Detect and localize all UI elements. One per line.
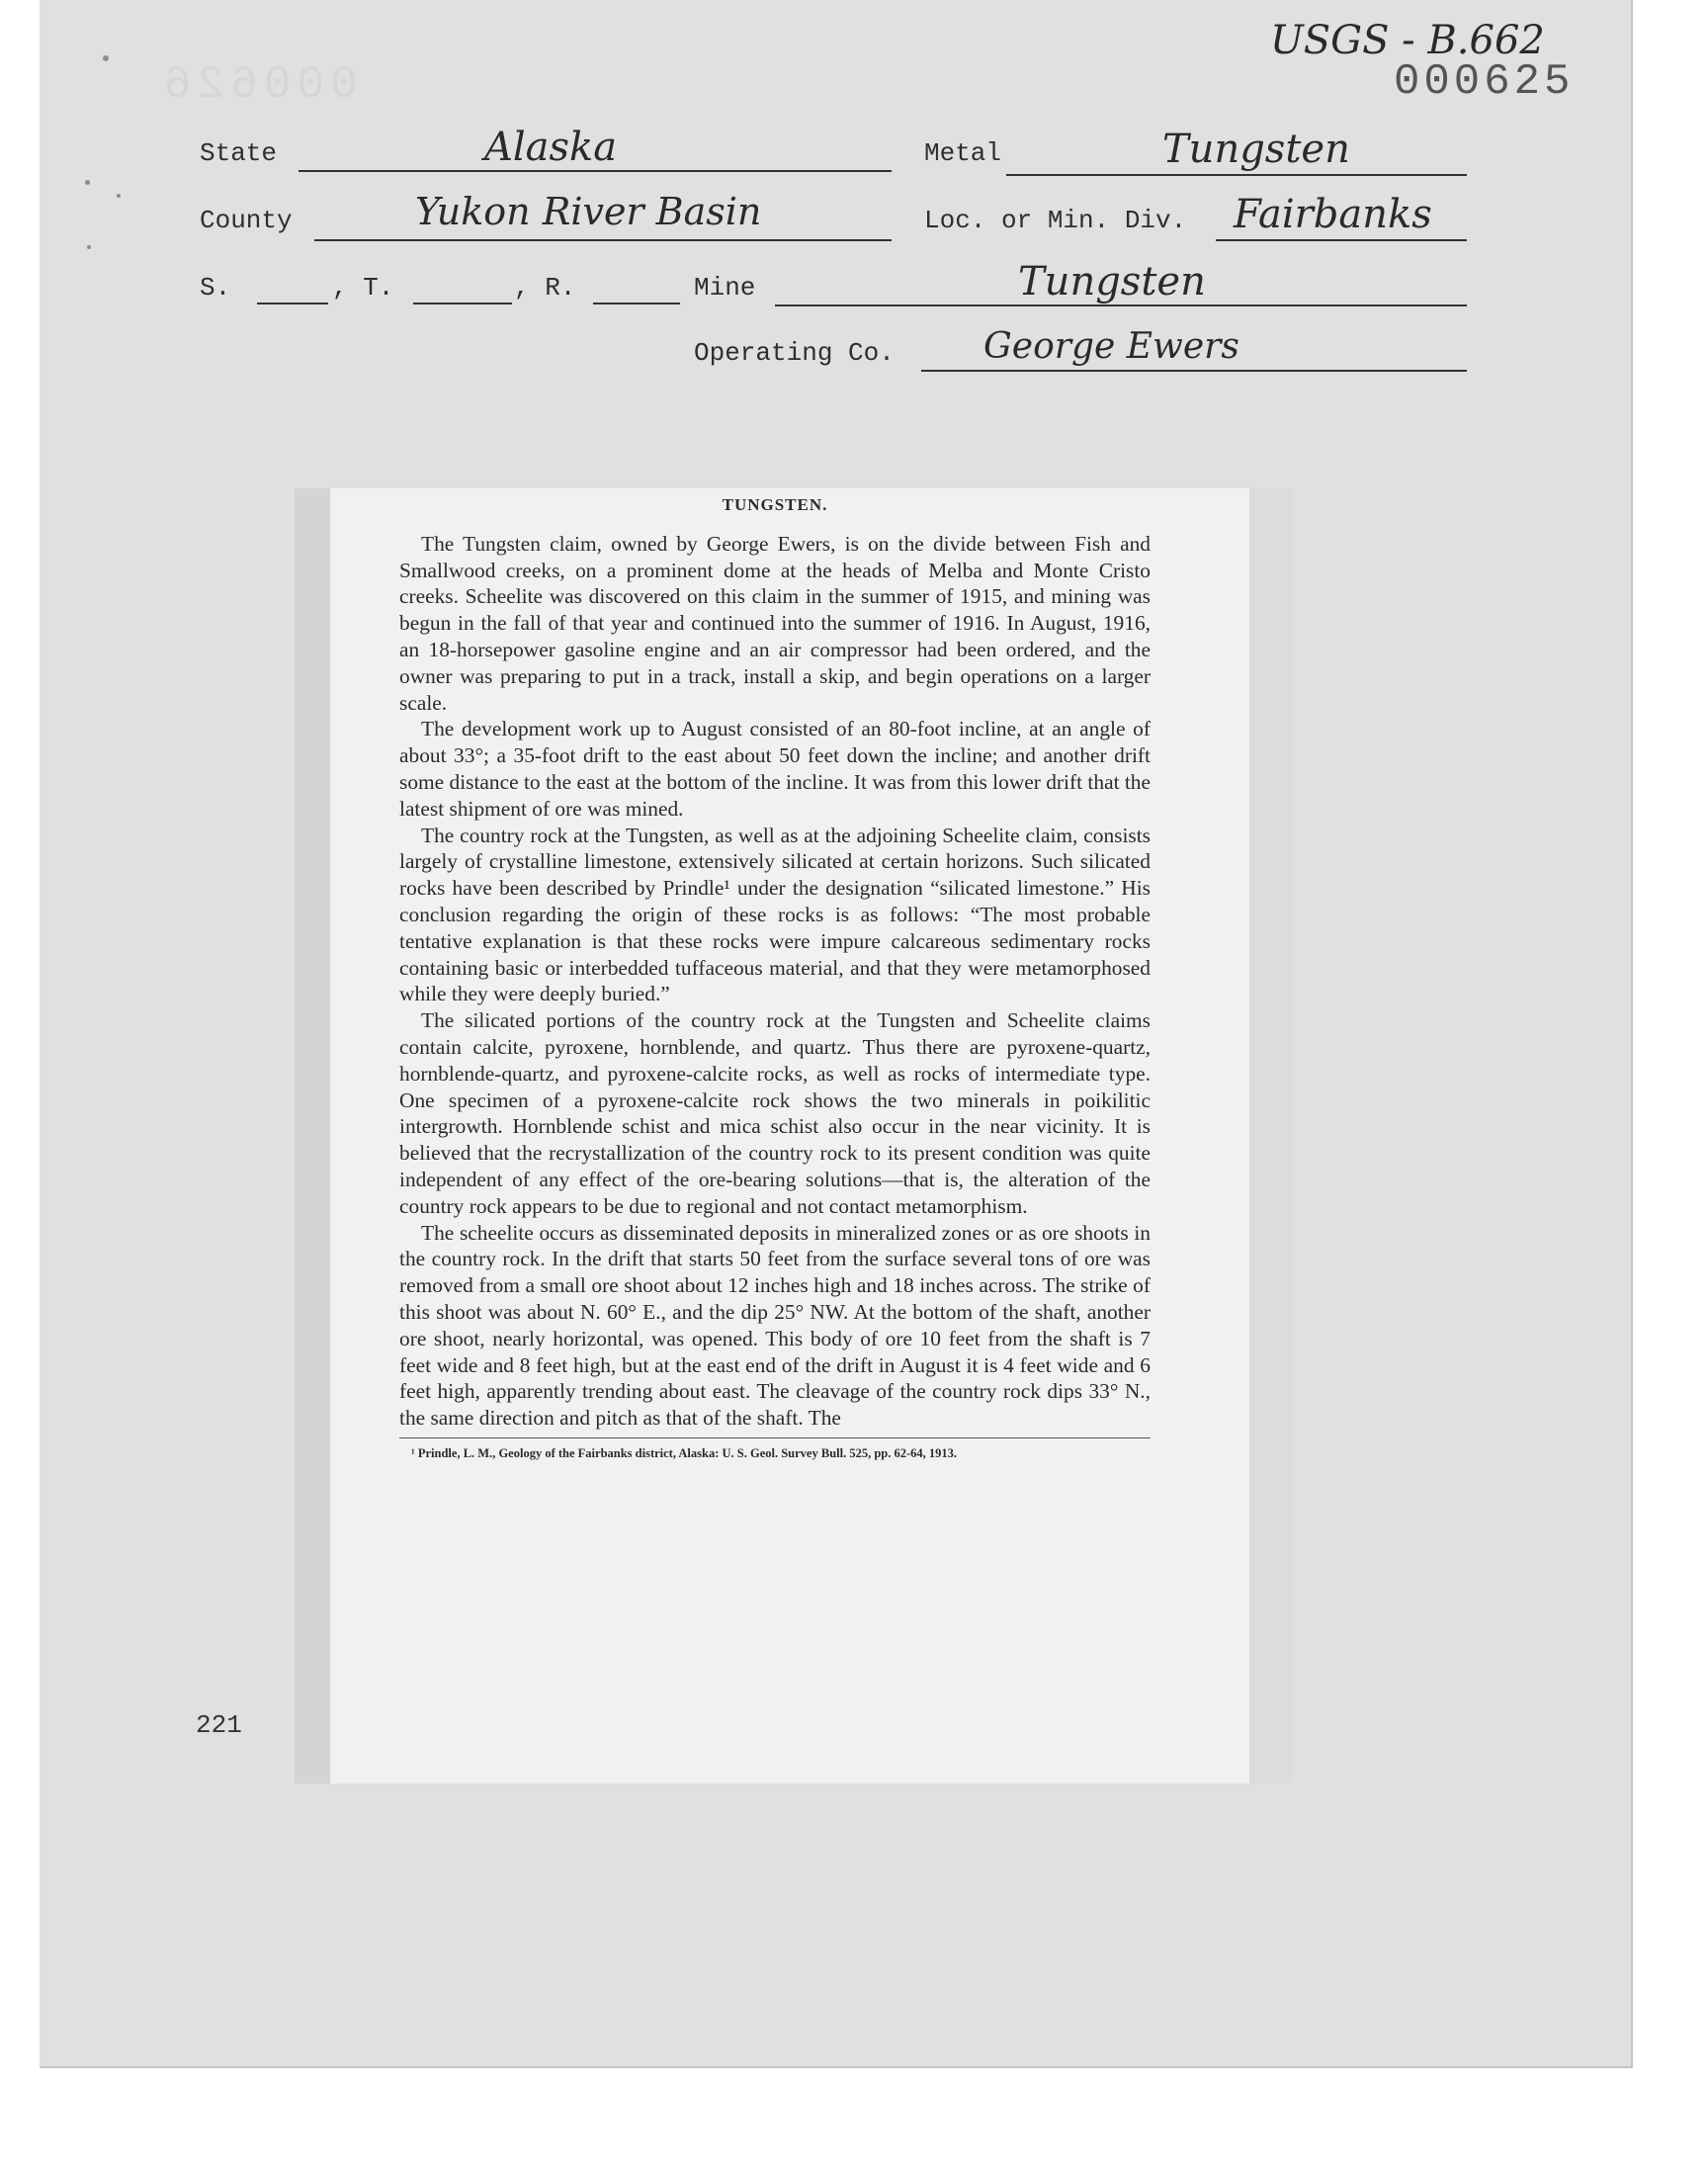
county-line <box>314 239 892 241</box>
paragraph: The development work up to August consisted of an 80-foot incline, at an angle of about 33°; a 35-foot drift to the east about 50 feet down the incline; and another drift some distance to the east at the bottom of the incline. It was from this lower drift that the latest shipment of ore was mined. <box>399 717 1151 821</box>
paragraph: The Tungsten claim, owned by George Ewers, is on the divide between Fish and Smallwood creeks, on a prominent dome at the heads of Melba and Monte Cristo creeks. Scheelite was discovered on this claim in the summer of 1915, and mining was begun in the fall of that year and continued into the summer of 1916. In August, 1916, an 18-horsepower gasoline engine and an air compressor had been ordered, and the owner was preparing to put in a track, install a skip, and begin operations on a larger scale. <box>399 531 1151 715</box>
metal-line <box>1006 174 1467 176</box>
metal-value: Tungsten <box>1162 127 1350 172</box>
range-label: , R. <box>514 273 576 303</box>
document-id-handwritten: USGS - B.662 <box>1270 18 1545 63</box>
section-label: S. <box>200 273 231 303</box>
article-clipping <box>295 488 1293 1784</box>
state-line <box>299 170 892 172</box>
county-value: Yukon River Basin <box>415 190 762 233</box>
paragraph: The scheelite occurs as disseminated deposits in mineralized zones or as ore shoots in the country rock. In the drift that starts 50 feet from the surface several tons of ore was removed from a small ore shoot about 12 inches high and 18 inches across. The strike of this shoot was about N. 60° E., and the dip 25° NW. At the bottom of the shaft, another ore shoot, nearly horizontal, was opened. This body of ore 10 feet from the shaft is 7 feet wide and 8 feet high, but at the east end of the drift in August it is 4 feet wide and 6 feet high, apparently trending about east. The cleavage of the country rock dips 33° N., the same direction and pitch as that of the shaft. The <box>399 1220 1151 1431</box>
operating-co-value: George Ewers <box>983 326 1239 367</box>
township-line <box>413 303 512 304</box>
state-value: Alaska <box>484 125 618 170</box>
stamp-number: 000625 <box>1394 57 1575 107</box>
footnote: ¹ Prindle, L. M., Geology of the Fairbanks district, Alaska: U. S. Geol. Survey Bull. 525, pp. 62-64, 1913. <box>411 1445 958 1460</box>
mine-value: Tungsten <box>1018 259 1206 304</box>
footnote-rule <box>399 1437 1151 1438</box>
operating-co-line <box>921 370 1467 372</box>
mine-line <box>775 304 1467 306</box>
county-label: County <box>200 206 293 235</box>
loc-label: Loc. or Min. Div. <box>924 206 1187 235</box>
bleed-through-number: 000626 <box>158 59 358 111</box>
article-body <box>399 492 1151 1462</box>
state-label: State <box>200 138 278 168</box>
township-label: , T. <box>332 273 394 303</box>
section-line <box>257 303 328 304</box>
mine-label: Mine <box>694 273 756 303</box>
speck <box>117 194 121 198</box>
operating-co-label: Operating Co. <box>694 338 895 368</box>
clipping-edge <box>1249 488 1293 1784</box>
paragraph: The country rock at the Tungsten, as well as at the adjoining Scheelite claim, consists largely of crystalline limestone, extensively silicated at certain horizons. Such silicated rocks have been described by Prindle¹ under the designation “silicated limestone.” His conclusion regarding the origin of these rocks is as follows: “The most probable tentative explanation is that these rocks were impure calcareous sedimentary rocks containing basic or interbedded tuffaceous material, and that they were metamorphosed while they were deeply buried.” <box>399 823 1151 1006</box>
loc-value: Fairbanks <box>1234 192 1432 237</box>
page-number: 221 <box>196 1710 242 1740</box>
speck <box>87 245 91 249</box>
speck <box>85 180 90 185</box>
article-title: TUNGSTEN. <box>722 495 828 514</box>
metal-label: Metal <box>924 138 1002 168</box>
speck <box>103 55 109 61</box>
loc-line <box>1216 239 1467 241</box>
paragraph: The silicated portions of the country rock at the Tungsten and Scheelite claims contain calcite, pyroxene, hornblende, and quartz. Thus there are pyroxene-quartz, hornblende-quartz, and pyroxene-calcite rocks, as well as rocks of intermediate type. One specimen of a pyroxene-calcite rock shows the two minerals in poikilitic intergrowth. Hornblende schist and mica schist also occur in the near vicinity. It is believed that the recrystallization of the country rock to its present condition was quite independent of any effect of the ore-bearing solutions—that is, the alteration of the country rock appears to be due to regional and not contact metamorphism. <box>399 1008 1151 1218</box>
range-line <box>593 303 680 304</box>
